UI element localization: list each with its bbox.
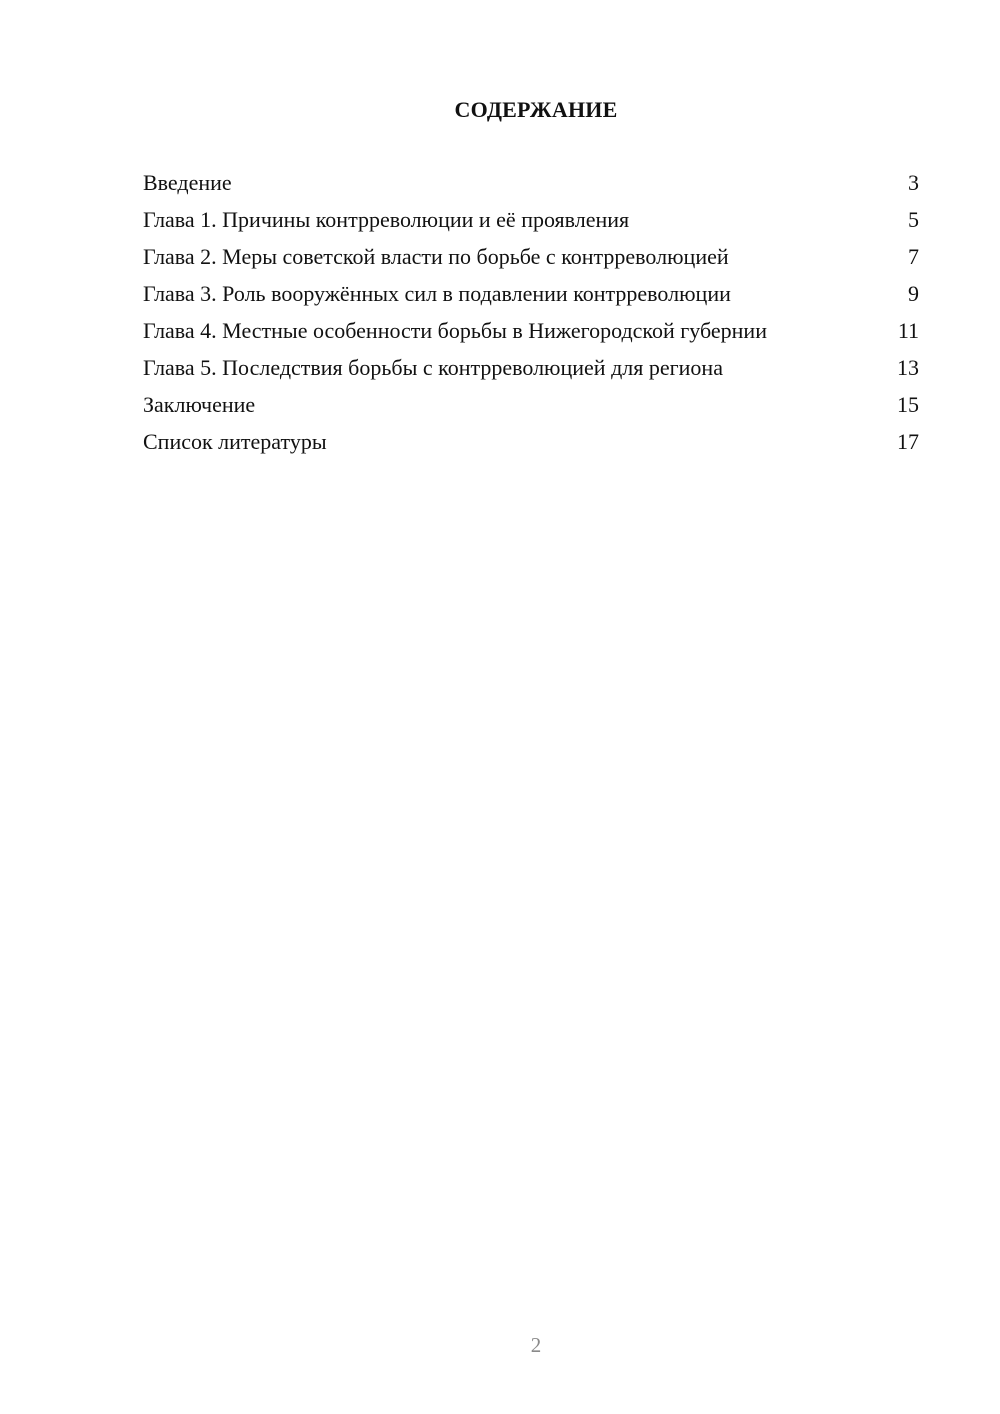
- toc-entry-page: 13: [897, 355, 919, 380]
- toc-entry-chapter-1: [143, 207, 919, 233]
- toc-entry-page: 3: [908, 170, 919, 195]
- toc-entry-chapter-2: [143, 244, 919, 270]
- toc-entry-chapter-3: [143, 281, 919, 307]
- page-number: 2: [530, 1333, 542, 1357]
- toc-entry-page: 7: [908, 244, 919, 269]
- toc-entry-page: 11: [897, 318, 919, 343]
- toc-entry-label: Глава 5. Последствия борьбы с контрреволюцией для региона: [143, 355, 723, 380]
- toc-entry-page: 15: [897, 392, 919, 417]
- toc-entry-page: 17: [897, 429, 919, 454]
- toc-entry-label: Глава 2. Меры советской власти по борьбе с контрреволюцией: [143, 244, 729, 269]
- table-of-contents: [143, 170, 919, 466]
- toc-entry-page: 5: [908, 207, 919, 232]
- toc-entry-chapter-4: [143, 318, 919, 344]
- toc-title: СОДЕРЖАНИЕ: [454, 97, 618, 122]
- toc-entry-bibliography: [143, 429, 919, 455]
- toc-entry-label: Список литературы: [143, 429, 327, 454]
- toc-entry-label: Заключение: [143, 392, 256, 417]
- toc-entry-introduction: [143, 170, 919, 196]
- toc-entry-label: Глава 4. Местные особенности борьбы в Нижегородской губернии: [143, 318, 767, 343]
- toc-entry-conclusion: [143, 392, 919, 418]
- toc-entry-label: Глава 1. Причины контрреволюции и её проявления: [143, 207, 630, 232]
- toc-entry-label: Глава 3. Роль вооружённых сил в подавлении контрреволюции: [143, 281, 731, 306]
- toc-entry-page: 9: [908, 281, 919, 306]
- toc-entry-label: Введение: [143, 170, 232, 195]
- toc-entry-chapter-5: [143, 355, 919, 381]
